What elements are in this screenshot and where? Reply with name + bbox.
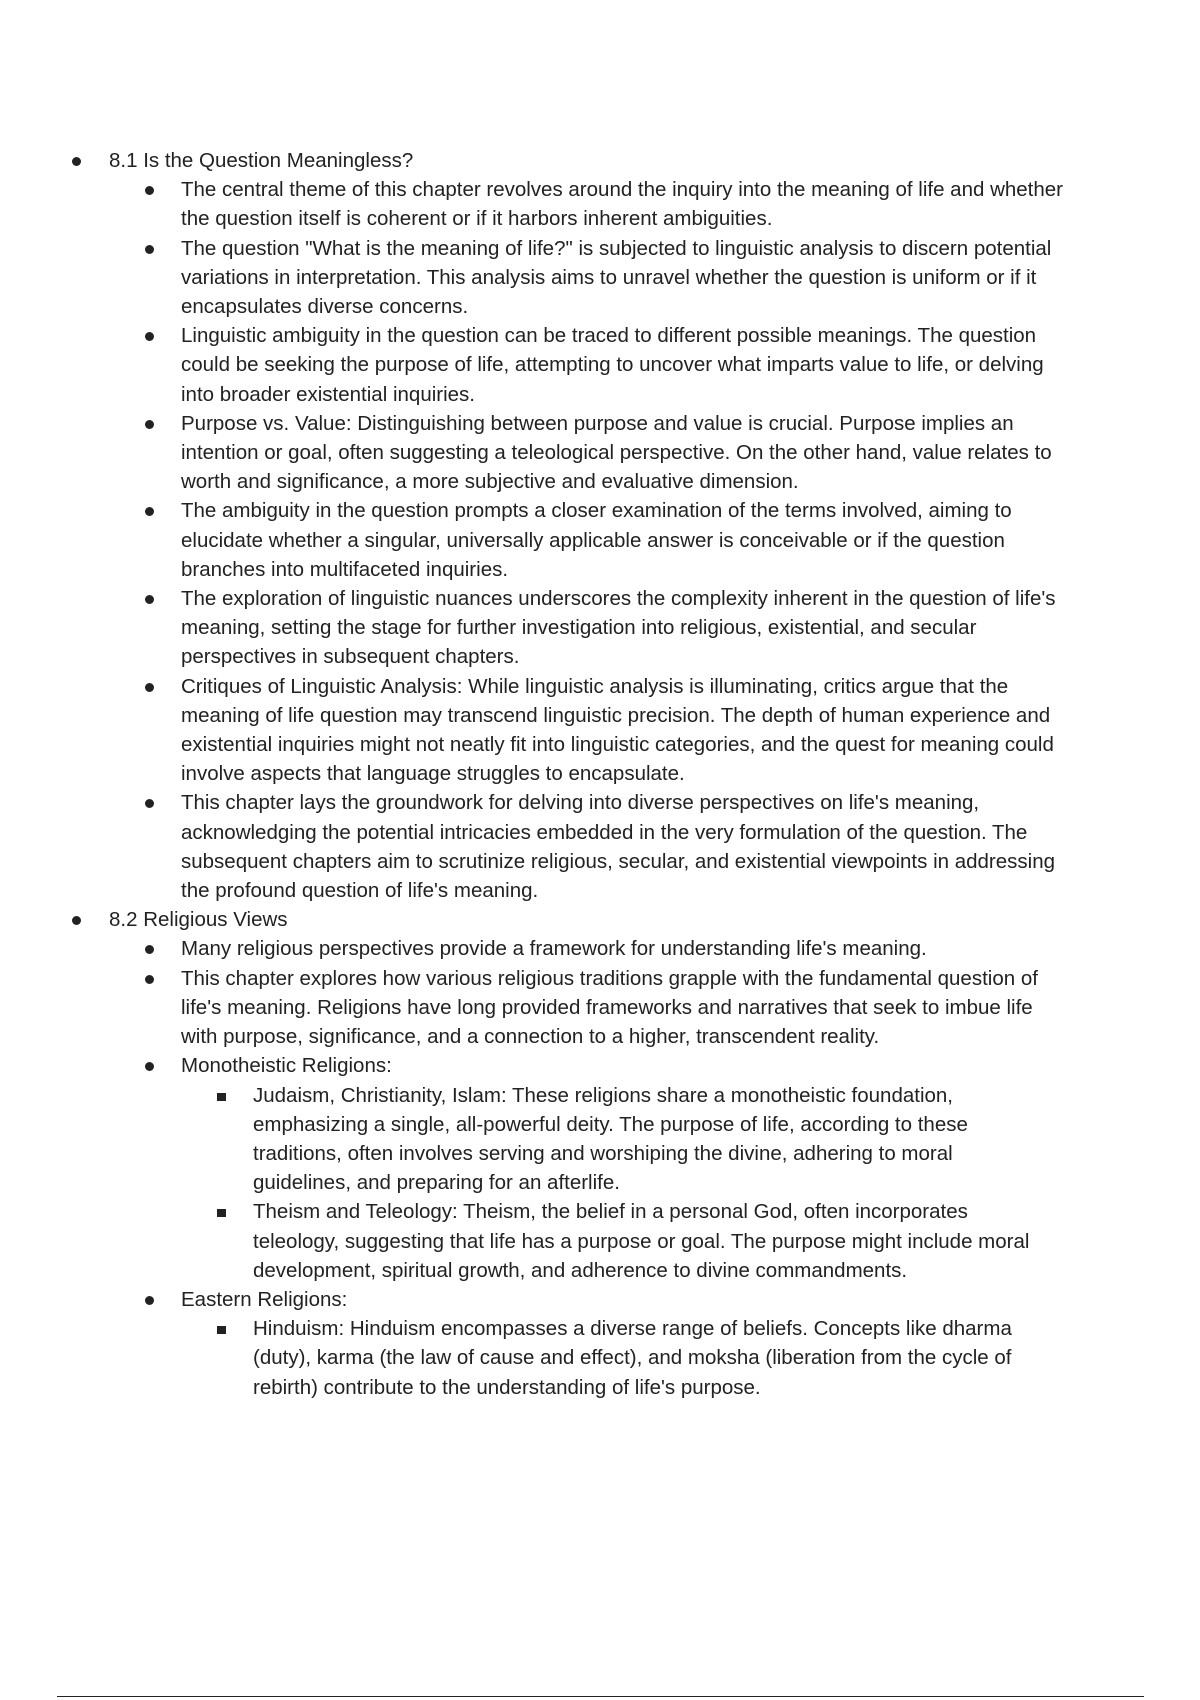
document-body: [72, 146, 1112, 1402]
list-item-text: This chapter explores how various religious traditions grapple with the fundamental question of life's meaning. Religions have long provided frameworks and narratives that seek to imbue life with purpose, significance, and a connection to a higher, transcendent reality.: [181, 966, 1038, 1049]
sub-list: [217, 1314, 1045, 1402]
list-item: [145, 409, 1157, 497]
list-item: [145, 321, 1157, 409]
list-item: [145, 964, 1157, 1052]
list-item-text: The central theme of this chapter revolves around the inquiry into the meaning of life and whether the question itself is coherent or if it harbors inherent ambiguities.: [181, 178, 1064, 231]
sub-list-item-text: Judaism, Christianity, Islam: These religions share a monotheistic foundation, emphasizing a single, all-powerful deity. The purpose of life, according to these traditions, often involves serving and worshiping the divine, adhering to moral guidelines, and preparing for an afterlife.: [253, 1083, 968, 1195]
list-item-text: The exploration of linguistic nuances underscores the complexity inherent in the question of life's meaning, setting the stage for further investigation into religious, existential, and secular perspectives in subsequent chapters.: [181, 587, 1056, 669]
list-item-text: Critiques of Linguistic Analysis: While linguistic analysis is illuminating, critics argue that the meaning of life question may transcend linguistic precision. The depth of human experience and existential inquiries might not neatly fit into linguistic categories, and the quest for meaning could involve aspects that language struggles to encapsulate.: [181, 674, 1054, 786]
sub-list-item-text: Theism and Teleology: Theism, the belief in a personal God, often incorporates teleology, suggesting that life has a purpose or goal. The purpose might include moral development, spiritual growth, and adherence to divine commandments.: [253, 1200, 1030, 1282]
list-item-text: The ambiguity in the question prompts a closer examination of the terms involved, aiming to elucidate whether a singular, universally applicable answer is conceivable or if the question branches into multifaceted inquiries.: [181, 499, 1012, 581]
list-item-text: The question "What is the meaning of life?" is subjected to linguistic analysis to discern potential variations in interpretation. This analysis aims to unravel whether the question is uniform or if it encapsulates diverse concerns.: [181, 236, 1052, 319]
section-title: 8.1 Is the Question Meaningless?: [109, 149, 414, 172]
list-item: [145, 672, 1157, 789]
list-item: [145, 788, 1157, 905]
bullet-icon: [145, 975, 154, 984]
bullet-icon: [145, 332, 154, 341]
square-bullet-icon: [217, 1093, 226, 1101]
bullet-icon: [145, 1062, 154, 1071]
footer-divider: [57, 1696, 1144, 1697]
section-8-1: [72, 146, 1112, 905]
section-items: [145, 934, 1157, 1401]
sub-list-item: [217, 1197, 1045, 1285]
list-item: [145, 1285, 1157, 1402]
list-item-text: Many religious perspectives provide a framework for understanding life's meaning.: [181, 937, 927, 961]
bullet-icon: [145, 799, 154, 808]
section-title: 8.2 Religious Views: [109, 908, 288, 932]
list-item-text: Monotheistic Religions:: [181, 1054, 392, 1078]
list-item: [145, 584, 1157, 672]
bullet-icon: [145, 186, 154, 195]
bullet-icon: [145, 595, 154, 604]
square-bullet-icon: [217, 1209, 226, 1217]
bullet-icon: [72, 157, 81, 166]
outline-list: [72, 146, 1112, 1402]
bullet-icon: [72, 916, 81, 925]
bullet-icon: [145, 420, 154, 429]
sub-list-item-text: Hinduism: Hinduism encompasses a diverse range of beliefs. Concepts like dharma (duty), karma (the law of cause and effect), and moksha (liberation from the cycle of rebirth) contribute to the understanding of life's purpose.: [253, 1317, 1012, 1399]
list-item: [145, 234, 1157, 322]
bullet-icon: [145, 683, 154, 692]
list-item: [145, 496, 1157, 584]
list-item: [145, 175, 1157, 233]
sub-list-item: [217, 1314, 1045, 1402]
list-item: [145, 1051, 1157, 1285]
list-item-text: This chapter lays the groundwork for delving into diverse perspectives on life's meaning, acknowledging the potential intricacies embedded in the very formulation of the question. The subsequent chapters aim to scrutinize religious, secular, and existential viewpoints in addressing the profound question of life's meaning.: [181, 791, 1056, 903]
bullet-icon: [145, 945, 154, 954]
bullet-icon: [145, 507, 154, 516]
bullet-icon: [145, 245, 154, 254]
list-item: [145, 934, 1157, 963]
sub-list: [217, 1081, 1045, 1285]
section-items: [145, 175, 1157, 905]
sub-list-item: [217, 1081, 1045, 1198]
list-item-text: Eastern Religions:: [181, 1287, 348, 1311]
list-item-text: Purpose vs. Value: Distinguishing between purpose and value is crucial. Purpose implies an intention or goal, often suggesting a teleological perspective. On the other hand, value relates to worth and significance, a more subjective and evaluative dimension.: [181, 411, 1052, 494]
section-8-2: [72, 905, 1112, 1401]
square-bullet-icon: [217, 1326, 226, 1334]
bullet-icon: [145, 1296, 154, 1305]
list-item-text: Linguistic ambiguity in the question can be traced to different possible meanings. The question could be seeking the purpose of life, attempting to uncover what imparts value to life, or delving into broader existential inquiries.: [181, 324, 1044, 406]
